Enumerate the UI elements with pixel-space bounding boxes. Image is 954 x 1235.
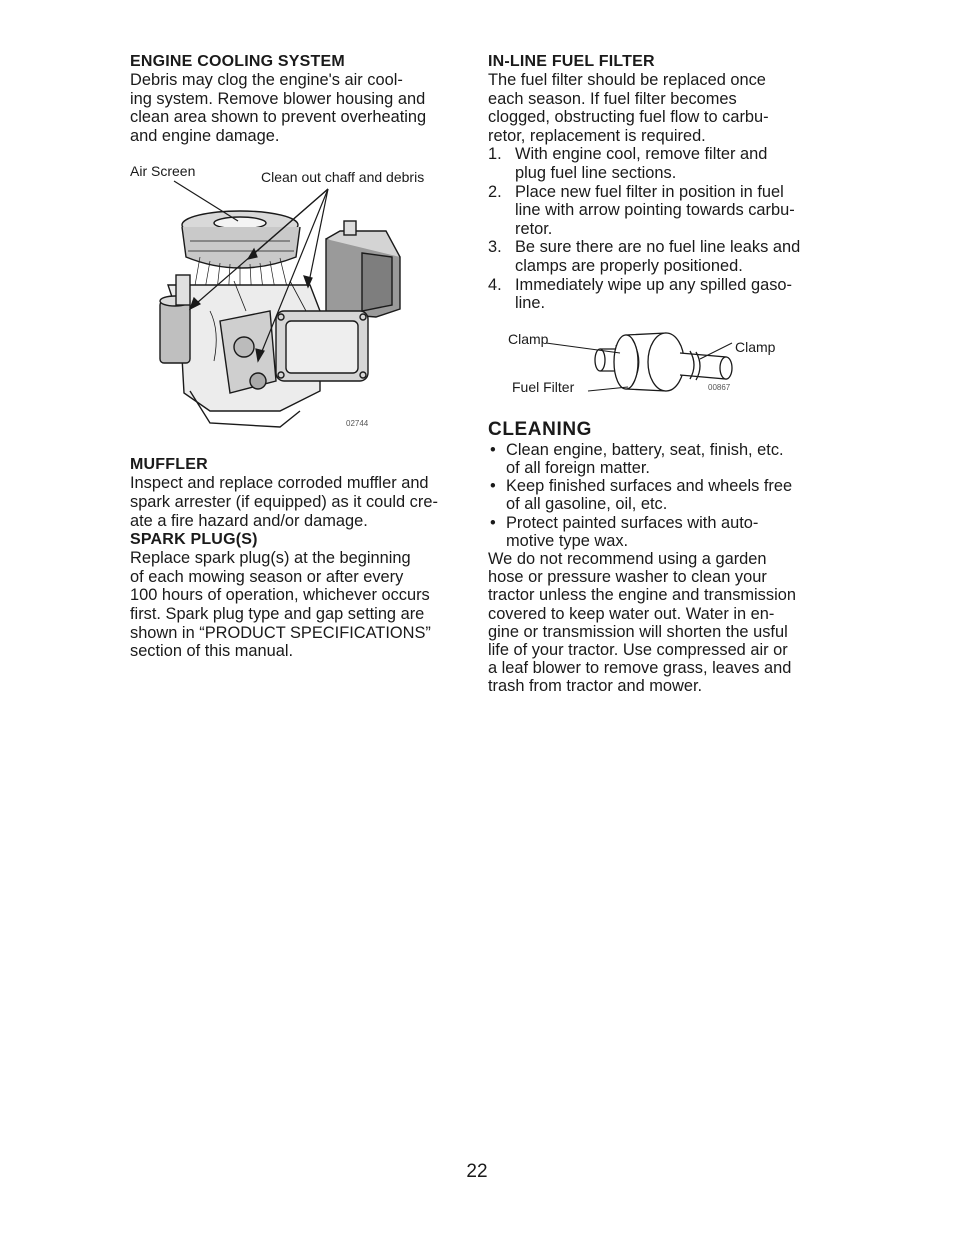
bullet: • — [490, 440, 496, 459]
spark-plug-heading: SPARK PLUG(S) — [130, 531, 258, 549]
list-item — [488, 238, 833, 275]
cleaning-section — [488, 419, 833, 696]
text-line: We do not recommend using a garden — [488, 549, 767, 568]
text-line: trash from tractor and mower. — [488, 677, 703, 696]
text-line: ate a fire hazard and/or damage. — [130, 511, 368, 530]
fuel-filter-label: Fuel Filter — [512, 378, 575, 395]
engine-illustration — [130, 161, 470, 451]
text-line: Inspect and replace corroded muffler and — [130, 474, 429, 493]
engine-cooling-heading: ENGINE COOLING SYSTEM — [130, 53, 345, 70]
list-item — [488, 514, 833, 550]
spark-plug-section — [130, 530, 470, 661]
muffler-section — [130, 455, 470, 530]
text-line: gine or transmission will shorten the usful — [488, 622, 788, 641]
text-line: Clean engine, battery, seat, finish, etc. — [506, 440, 784, 459]
figure-id: 00867 — [708, 382, 731, 392]
text-line: The fuel filter should be replaced once — [488, 71, 766, 89]
clean-out-label: Clean out chaff and debris — [261, 169, 425, 186]
text-line: of each mowing season or after every — [130, 567, 404, 586]
engine-cooling-section — [130, 52, 470, 145]
text-line: motive type wax. — [506, 531, 629, 550]
bullet: • — [490, 477, 496, 496]
text-line: of all gasoline, oil, etc. — [506, 495, 668, 514]
list-item — [488, 477, 833, 513]
fuel-filter-drawing — [488, 327, 833, 419]
text-line: retor, replacement is required. — [488, 126, 706, 145]
step-number: 4. — [488, 275, 502, 294]
fuel-filter-heading: IN-LINE FUEL FILTER — [488, 53, 655, 70]
spark-plug-text — [130, 549, 470, 661]
list-item — [488, 276, 833, 313]
page-number: 22 — [466, 1161, 488, 1182]
text-line: retor. — [515, 219, 553, 238]
text-line: each season. If fuel filter becomes — [488, 89, 737, 108]
muffler-heading: MUFFLER — [130, 456, 208, 474]
text-line: clamps are properly positioned. — [515, 256, 743, 275]
clamp-label-right: Clamp — [735, 338, 776, 355]
text-line: Protect painted surfaces with auto- — [506, 513, 759, 532]
fuel-filter-steps — [488, 145, 833, 312]
engine-drawing — [130, 161, 470, 431]
text-line: of all foreign matter. — [506, 458, 650, 477]
text-line: spark arrester (if equipped) as it could cre- — [130, 492, 438, 511]
text-line: clean area shown to prevent overheating — [130, 108, 427, 127]
text-line: line with arrow pointing towards carbu- — [515, 201, 795, 220]
text-line: Debris may clog the engine's air cool- — [130, 71, 403, 89]
air-screen-label: Air Screen — [130, 163, 196, 180]
clamp-label-left: Clamp — [508, 330, 549, 347]
text-line: Be sure there are no fuel line leaks and — [515, 238, 801, 257]
text-line: a leaf blower to remove grass, leaves and — [488, 659, 792, 678]
text-line: ing system. Remove blower housing and — [130, 89, 426, 108]
fuel-filter-illustration — [488, 327, 833, 419]
figure-id: 02744 — [346, 419, 369, 429]
text-line: Keep finished surfaces and wheels free — [506, 477, 793, 496]
text-line: With engine cool, remove filter and — [515, 145, 768, 164]
step-number: 1. — [488, 145, 502, 164]
text-line: and engine damage. — [130, 126, 280, 145]
text-line: section of this manual. — [130, 642, 294, 661]
text-line: 100 hours of operation, whichever occurs — [130, 586, 430, 605]
text-line: tractor unless the engine and transmission — [488, 586, 796, 605]
text-line: first. Spark plug type and gap setting are — [130, 604, 425, 623]
list-item — [488, 145, 833, 182]
text-line: hose or pressure washer to clean your — [488, 568, 767, 587]
text-line: Immediately wipe up any spilled gaso- — [515, 275, 792, 294]
text-line: clogged, obstructing fuel flow to carbu- — [488, 108, 769, 127]
cleaning-heading: CLEANING — [488, 418, 593, 440]
step-number: 3. — [488, 238, 502, 257]
left-column — [130, 52, 470, 661]
cleaning-text — [488, 550, 833, 696]
step-number: 2. — [488, 182, 502, 201]
bullet: • — [490, 513, 496, 532]
text-line: line. — [515, 294, 546, 313]
text-line: plug fuel line sections. — [515, 163, 677, 182]
text-line: Replace spark plug(s) at the beginning — [130, 549, 411, 568]
list-item — [488, 441, 833, 477]
text-line: Place new fuel filter in position in fuel — [515, 182, 784, 201]
cleaning-bullets — [488, 441, 833, 550]
muffler-text — [130, 474, 470, 530]
engine-cooling-text — [130, 71, 470, 145]
list-item — [488, 183, 833, 239]
fuel-filter-section — [488, 52, 833, 313]
text-line: life of your tractor. Use compressed air or — [488, 640, 788, 659]
right-column — [488, 52, 833, 696]
fuel-filter-text — [488, 71, 833, 145]
text-line: covered to keep water out. Water in en- — [488, 604, 775, 623]
text-line: shown in “PRODUCT SPECIFICATIONS” — [130, 623, 431, 642]
